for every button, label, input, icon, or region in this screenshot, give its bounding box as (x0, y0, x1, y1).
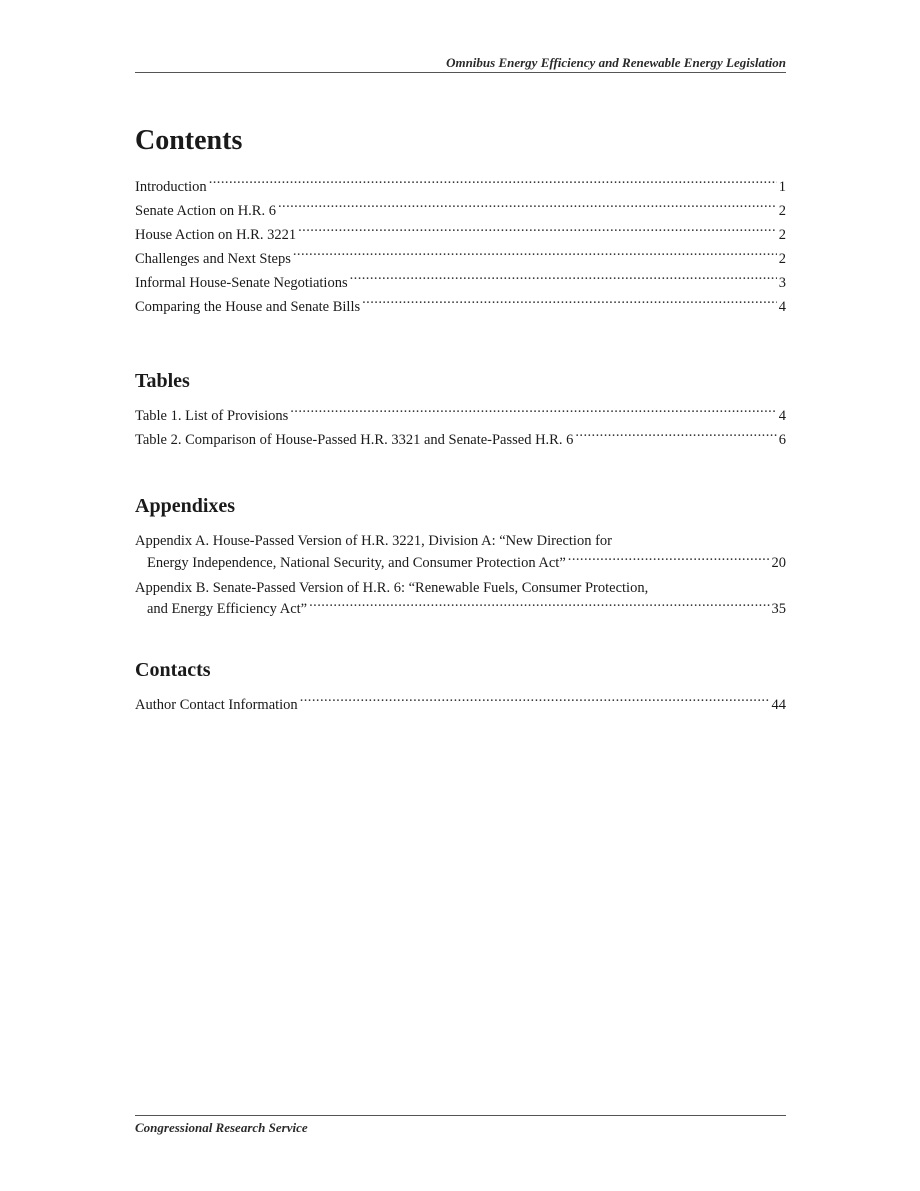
appendixes-list (135, 531, 786, 624)
dot-leader (290, 406, 777, 421)
toc-page-number: 6 (778, 432, 786, 448)
toc-page-number: 2 (778, 203, 786, 219)
toc-entry-senate-action[interactable] (135, 199, 786, 223)
tables-heading: Tables (135, 370, 190, 392)
toc-entry-table-1[interactable] (135, 404, 786, 428)
toc-page-number: 2 (778, 251, 786, 267)
toc-entry-label: Introduction (135, 179, 207, 195)
toc-entry-label-line2: and Energy Efficiency Act” (147, 601, 308, 617)
toc-entry-negotiations[interactable] (135, 271, 786, 295)
toc-entry-label-line1: Appendix B. Senate-Passed Version of H.R. 6: “Renewable Fuels, Consumer Protection, (135, 579, 649, 596)
toc-entry-label: Informal House-Senate Negotiations (135, 275, 348, 291)
toc-entry-label: Table 2. Comparison of House-Passed H.R. 3321 and Senate-Passed H.R. 6 (135, 432, 574, 448)
toc-page-number: 20 (771, 554, 786, 571)
toc-entry-label: Comparing the House and Senate Bills (135, 299, 361, 315)
toc-entry-label-line2: Energy Independence, National Security, and Consumer Protection Act” (147, 554, 566, 571)
toc-page-number: 35 (771, 601, 786, 617)
dot-leader (209, 177, 777, 192)
toc-entry-label-line1: Appendix A. House-Passed Version of H.R. 3221, Division A: “New Direction for (135, 533, 612, 549)
appendixes-heading: Appendixes (135, 495, 236, 517)
toc-entry-label: Challenges and Next Steps (135, 251, 291, 267)
toc-entry-house-action[interactable] (135, 223, 786, 247)
toc-page-number: 44 (771, 697, 786, 713)
contacts-heading: Contacts (135, 659, 211, 681)
toc-entry-label: Senate Action on H.R. 6 (135, 203, 276, 219)
dot-leader (309, 599, 769, 614)
dot-leader (278, 201, 777, 216)
footer-rule (135, 1115, 786, 1116)
toc-entry-appendix-a[interactable] (135, 531, 786, 574)
toc-page-number: 4 (778, 408, 786, 424)
dot-leader (298, 225, 777, 240)
dot-leader (293, 249, 777, 264)
toc-entry-challenges[interactable] (135, 247, 786, 271)
header-rule (135, 72, 786, 73)
toc-entry-label: House Action on H.R. 3221 (135, 227, 297, 243)
dot-leader (350, 273, 777, 288)
dot-leader (575, 430, 776, 445)
toc-entry-introduction[interactable] (135, 175, 786, 199)
contents-list (135, 175, 786, 319)
toc-entry-author-contact[interactable] (135, 693, 786, 717)
toc-page-number: 3 (778, 275, 786, 291)
toc-entry-appendix-b[interactable] (135, 578, 786, 621)
contacts-list (135, 693, 786, 717)
toc-entry-label: Author Contact Information (135, 697, 298, 713)
toc-entry-comparing-bills[interactable] (135, 295, 786, 319)
toc-page-number: 4 (778, 299, 786, 315)
running-header: Omnibus Energy Efficiency and Renewable Energy Legislation (446, 55, 786, 70)
toc-entry-table-2[interactable] (135, 428, 786, 452)
document-page (135, 0, 786, 1191)
toc-entry-line2 (135, 552, 786, 574)
toc-page-number: 1 (778, 179, 786, 195)
dot-leader (568, 552, 770, 567)
dot-leader (300, 695, 770, 710)
toc-page-number: 2 (778, 227, 786, 243)
toc-entry-label: Table 1. List of Provisions (135, 408, 289, 424)
dot-leader (362, 297, 777, 312)
running-footer: Congressional Research Service (135, 1120, 308, 1135)
tables-list (135, 404, 786, 452)
toc-entry-line2 (135, 599, 786, 621)
contents-heading: Contents (135, 125, 243, 156)
